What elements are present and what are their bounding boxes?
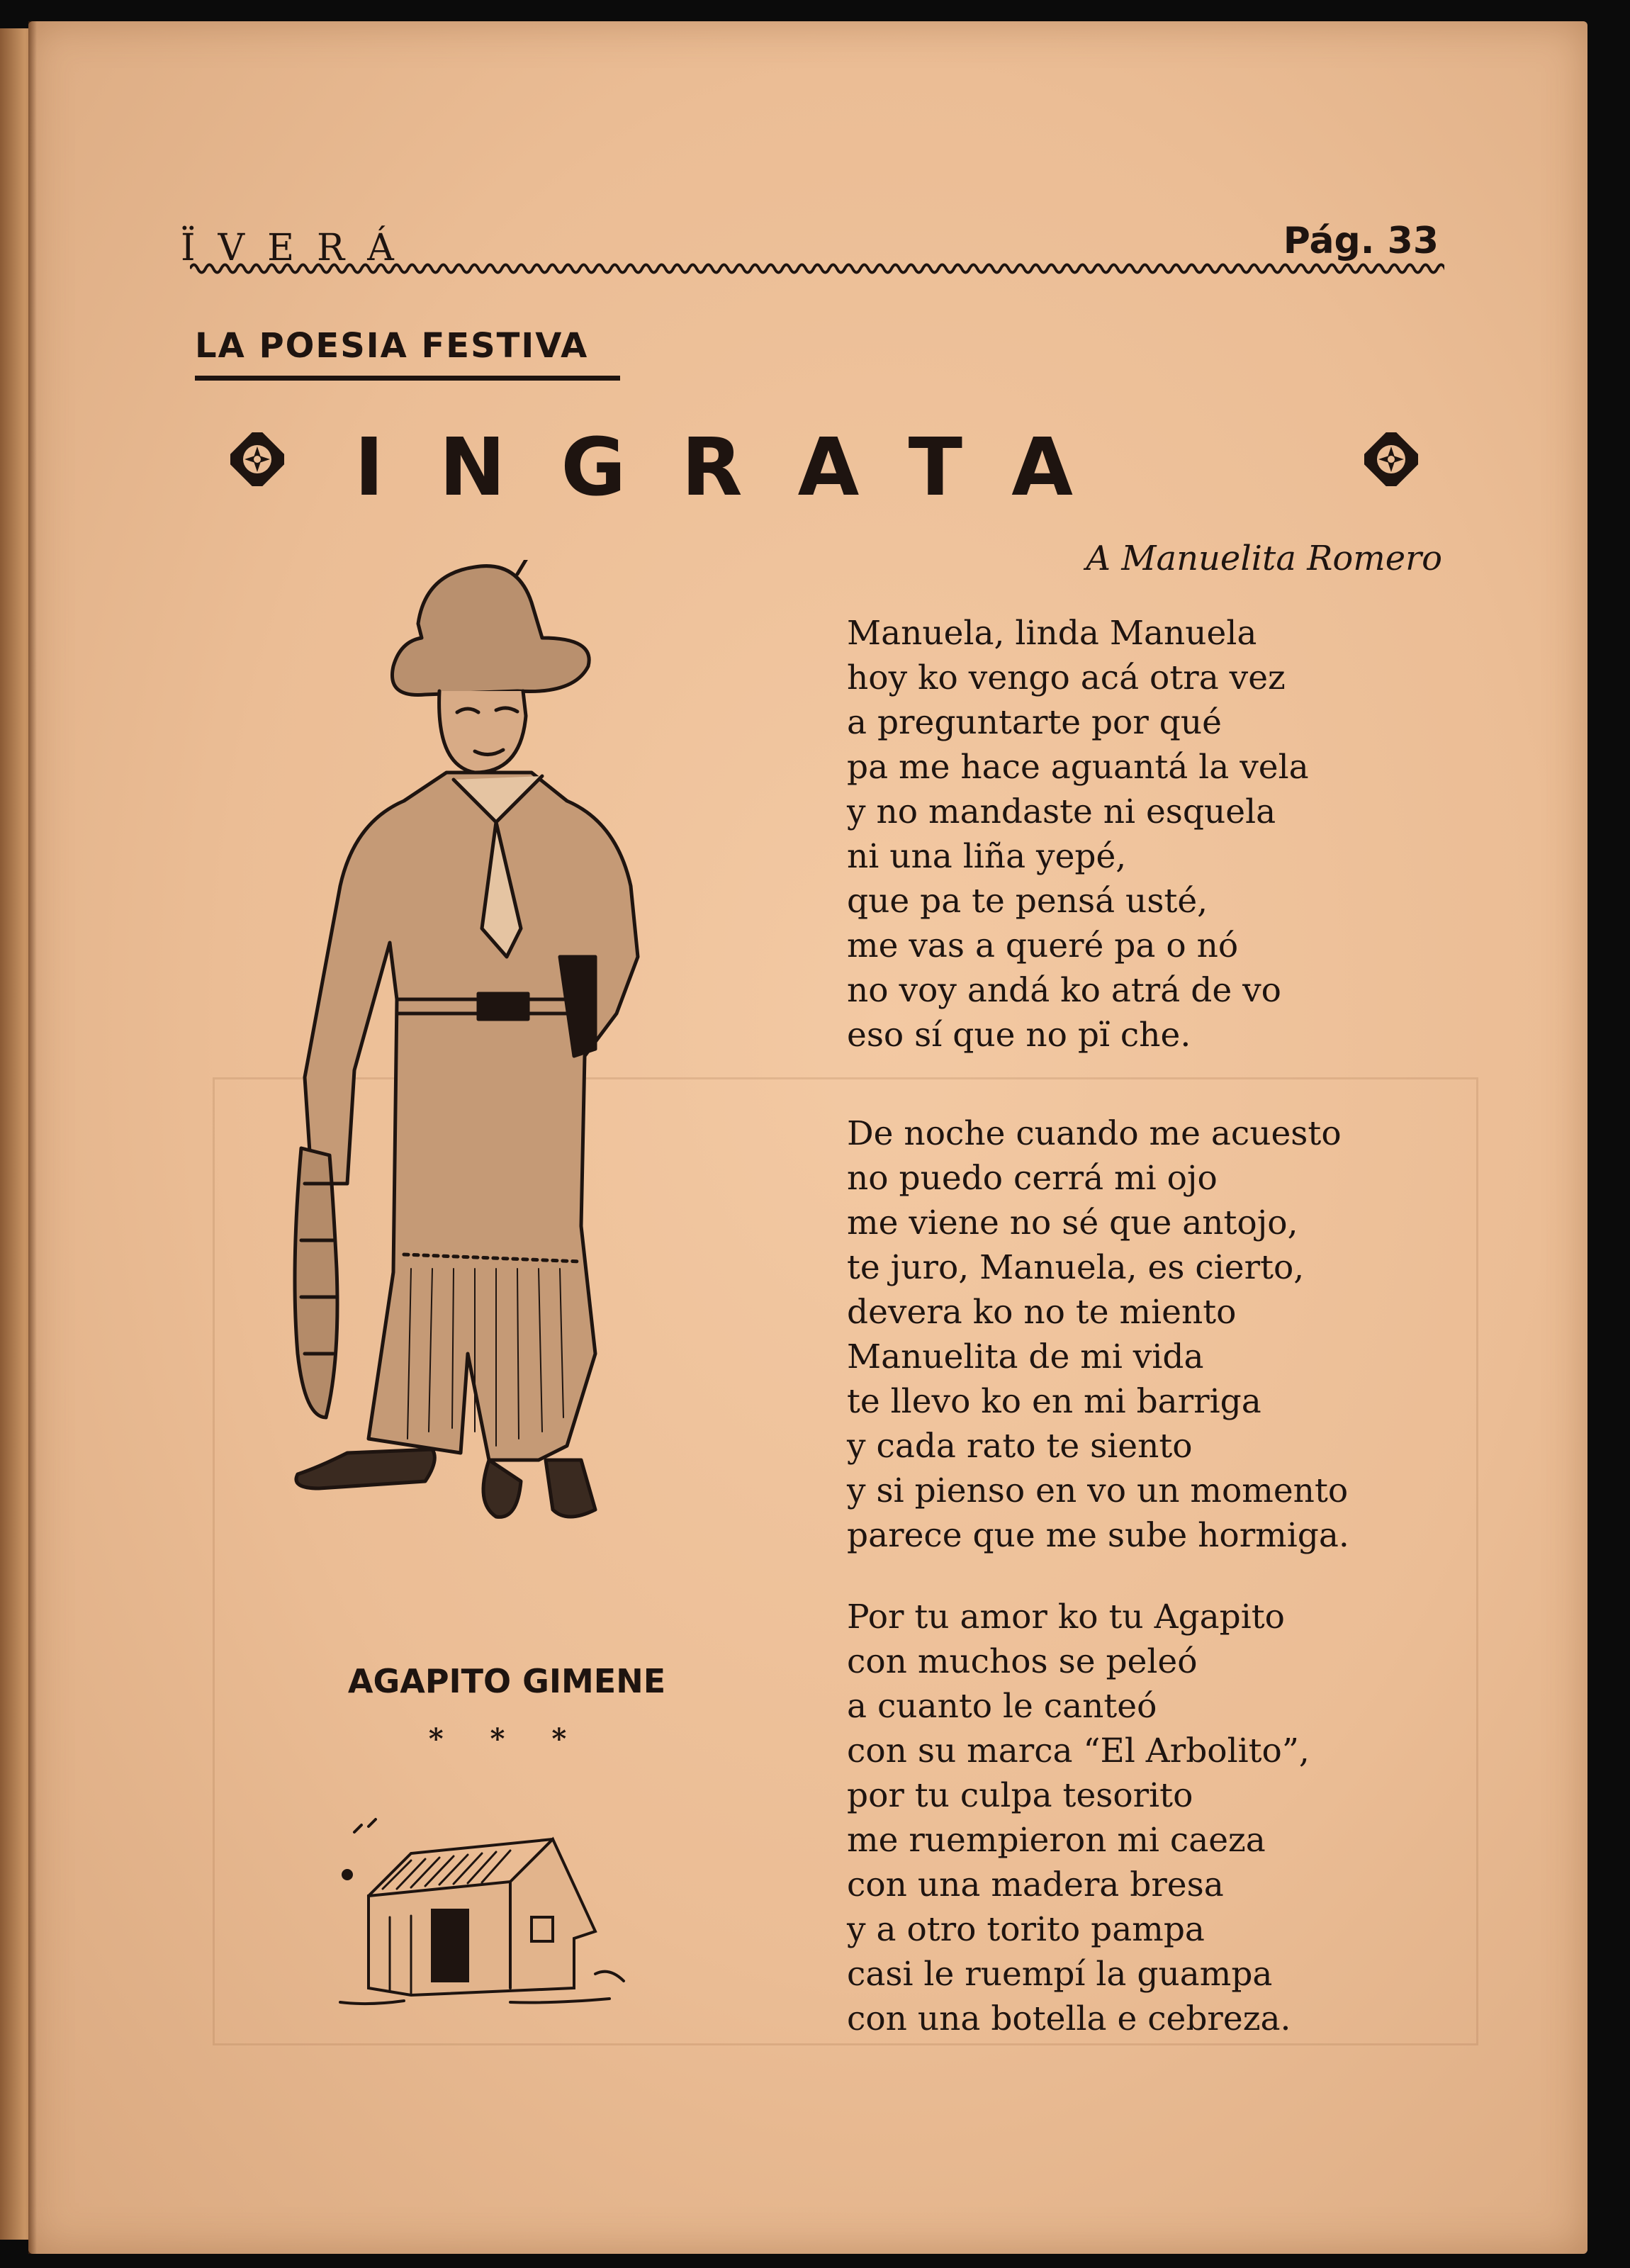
verse-line: Manuelita de mi vida (847, 1337, 1204, 1376)
verse-line: y si pienso en vo un momento (847, 1471, 1349, 1510)
verse-line: y cada rato te siento (847, 1427, 1193, 1466)
verse-line: con una botella e cebreza. (847, 1999, 1291, 2038)
verse-line: eso sí que no pï che. (847, 1016, 1191, 1055)
author-name: AGAPITO GIMENE (347, 1662, 666, 1700)
verse-line: hoy ko vengo acá otra vez (847, 658, 1286, 697)
verse-line: con una madera bresa (847, 1865, 1224, 1904)
stanza (847, 1111, 1471, 1558)
verse-line: ni una liña yepé, (847, 837, 1127, 876)
verse-line: devera ko no te miento (847, 1293, 1237, 1332)
verse-line: que pa te pensá usté, (847, 882, 1208, 921)
section-underline (195, 376, 620, 381)
verse-line: casi le ruempí la guampa (847, 1955, 1273, 1994)
floral-ornament-icon (1364, 432, 1418, 486)
asterisk-separator: * * * (428, 1722, 585, 1756)
gaucho-illustration (262, 560, 772, 1630)
dedication: A Manuelita Romero (1086, 539, 1442, 578)
verse-line: con su marca “El Arbolito”, (847, 1731, 1310, 1770)
stanza (847, 611, 1471, 1057)
page-number: Pág. 33 (1283, 220, 1439, 262)
wavy-header-rule (190, 257, 1444, 281)
page-spine-shadow (28, 21, 37, 2254)
verse-line: me viene no sé que antojo, (847, 1203, 1298, 1242)
verse-line: por tu culpa tesorito (847, 1776, 1193, 1815)
verse-line: te llevo ko en mi barriga (847, 1382, 1261, 1421)
verse-line: te juro, Manuela, es cierto, (847, 1248, 1305, 1287)
verse-line: no puedo cerrá mi ojo (847, 1159, 1218, 1198)
verse-line: me ruempieron mi caeza (847, 1821, 1266, 1860)
verse-line: y no mandaste ni esquela (847, 792, 1276, 831)
verse-line: y a otro torito pampa (847, 1910, 1205, 1949)
verse-line: a cuanto le canteó (847, 1687, 1157, 1726)
verse-line: Por tu amor ko tu Agapito (847, 1598, 1285, 1637)
verse-line: me vas a queré pa o nó (847, 926, 1239, 965)
floral-ornament-icon (230, 432, 284, 486)
section-title: LA POESIA FESTIVA (195, 326, 589, 366)
poem-title: INGRATA (354, 422, 1128, 514)
verse-line: no voy andá ko atrá de vo (847, 971, 1281, 1010)
verse-line: con muchos se peleó (847, 1642, 1198, 1681)
rancho-hut-illustration (326, 1811, 638, 2016)
verse-line: De noche cuando me acuesto (847, 1114, 1342, 1153)
verse-line: parece que me sube hormiga. (847, 1516, 1349, 1555)
verse-line: pa me hace aguantá la vela (847, 748, 1309, 787)
verse-line: a preguntarte por qué (847, 703, 1222, 742)
running-title: ÏVERÁ (181, 227, 417, 269)
stanza (847, 1595, 1471, 2041)
verse-line: Manuela, linda Manuela (847, 614, 1257, 653)
